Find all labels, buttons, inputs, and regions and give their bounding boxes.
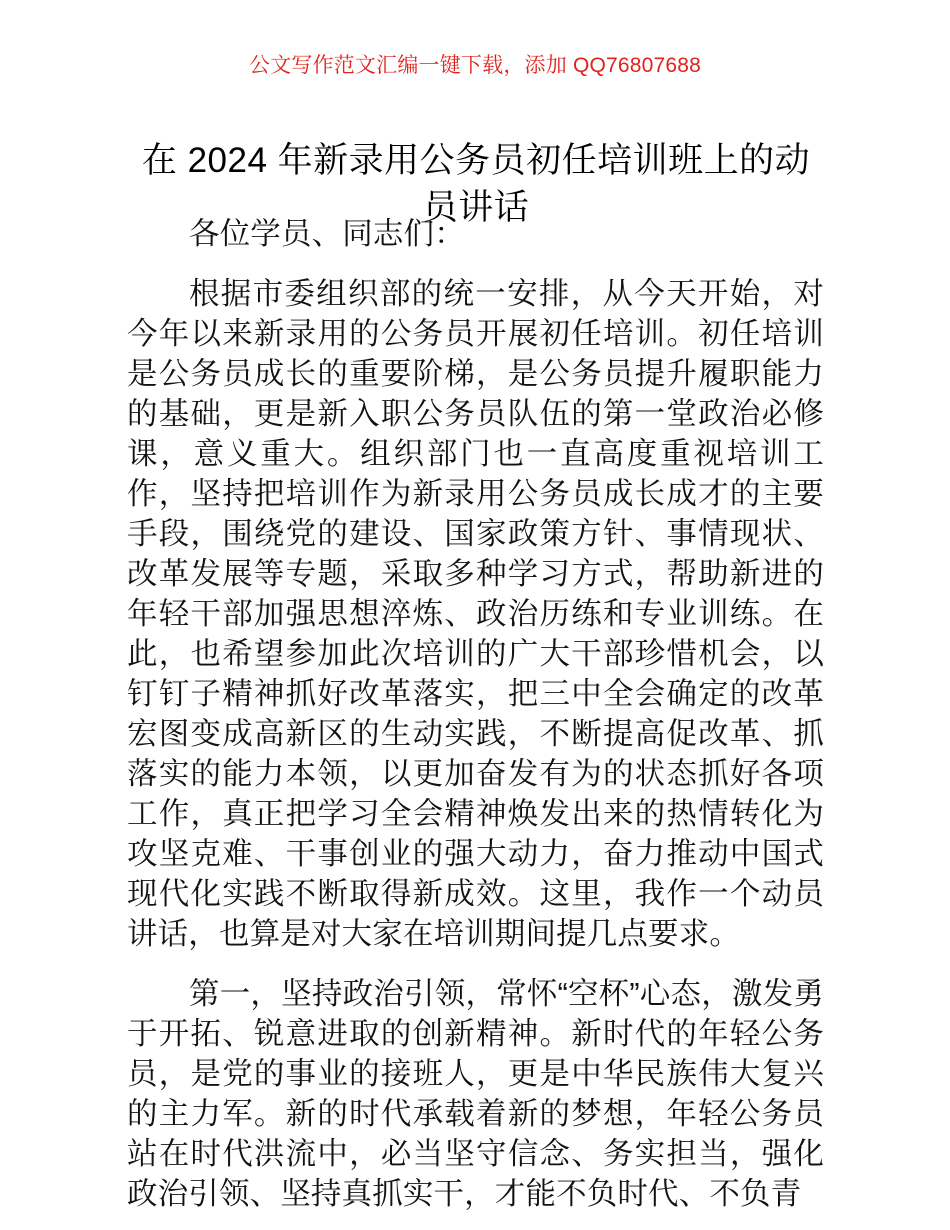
body-paragraph-2: 第一，坚持政治引领，常怀“空杯”心态，激发勇于开拓、锐意进取的创新精神。新时代的年轻公务员，是党的事业的接班人，更是中华民族伟大复兴的主力军。新的时代承载着新的梦想，年轻公务员站在时代洪流中，必当坚守信念、务实担当，强化政治引领、坚持真抓实干，才能不负时代、不负青 (127, 977, 824, 1211)
promo-header-text: 公文写作范文汇编一键下载，添加 QQ76807688 (248, 54, 702, 77)
page-title: 在 2024 年新录用公务员初任培训班上的动员讲话 (141, 141, 811, 228)
salutation-line: 各位学员、同志们： (189, 217, 465, 251)
document-body (127, 214, 824, 1214)
body-paragraph-1: 根据市委组织部的统一安排，从今天开始，对今年以来新录用的公务员开展初任培训。初任培训是公务员成长的重要阶梯，是公务员提升履职能力的基础，更是新入职公务员队伍的第一堂政治必修课，意义重大。组织部门也一直高度重视培训工作，坚持把培训作为新录用公务员成长成才的主要手段，围绕党的建设、国家政策方针、事情现状、改革发展等专题，采取多种学习方式，帮助新进的年轻干部加强思想淬炼、政治历练和专业训练。在此，也希望参加此次培训的广大干部珍惜机会，以钉钉子精神抓好改革落实，把三中全会确定的改革宏图变成高新区的生动实践，不断提高促改革、抓落实的能力本领，以更加奋发有为的状态抓好各项工作，真正把学习全会精神焕发出来的热情转化为攻坚克难、干事创业的强大动力，奋力推动中国式现代化实践不断取得新成效。这里，我作一个动员讲话，也算是对大家在培训期间提几点要求。 (127, 277, 824, 951)
